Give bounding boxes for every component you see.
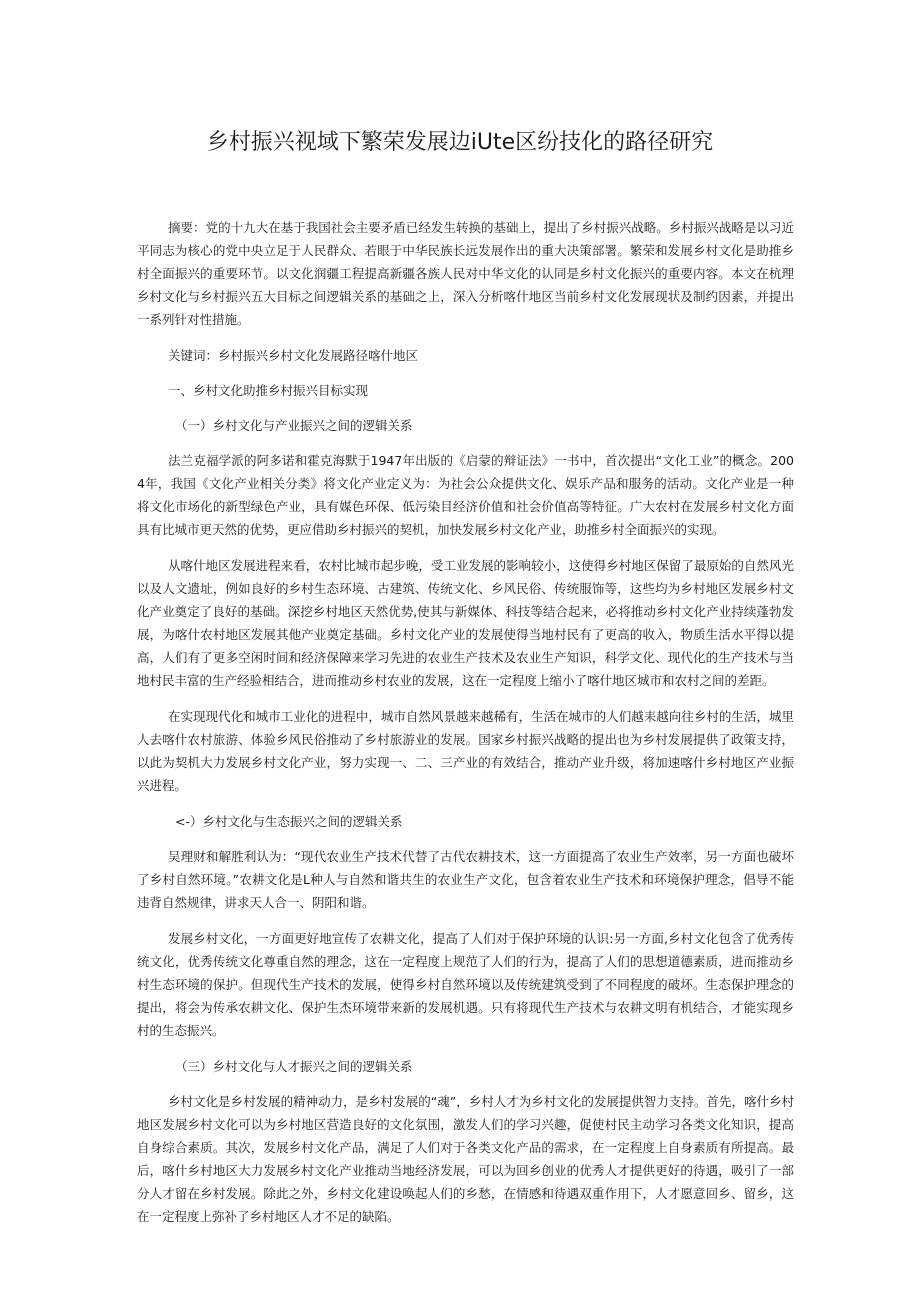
subsection-heading-3: （三）乡村文化与人才振兴之间的逻辑关系	[175, 1059, 413, 1074]
subsection-heading-2: <-）乡村文化与生态振兴之间的逻辑关系	[175, 814, 403, 829]
abstract-paragraph: 摘要：党的十九大在基于我国社会主要矛盾已经发生转换的基础上，提出了乡村振兴战略。乡村振兴战略是以习近平同志为核心的党中央立足于人民群众、若眼于中华民族长远发展作出的重大决策部署。繁荣和发展乡村文化是助推乡村全面振兴的重要环节。以文化润疆工程提高新疆各族人民对中华文化的认同是乡村文化振兴的重要内容。本文在杭理乡村文化与乡村振兴五大目标之间逻辑关系的基础之上，深入分析喀什地区当前乡村文化发展现状及制约因素，并提出一系列针对性措施。	[137, 220, 794, 327]
paragraph: 吴理财和解胜利认为：“现代农业生产技术代替了古代农耕技术，这一方面提高了农业生产效率，另一方面也破坏了乡村自然环境。”农耕文化是L种人与自然和谐共生的农业生产文化，包含着农业生产技术和环境保护理念，倡导不能违背自然规律，讲求天人合一、阴阳和谐。	[137, 849, 794, 910]
document-body	[137, 216, 794, 1241]
section-heading-1: 一、乡村文化助推乡村振兴目标实现	[168, 383, 369, 398]
document-title: 乡村振兴视域下繁荣发展边iUte区纷技化的路径研究	[206, 130, 714, 155]
paragraph: 从喀什地区发展进程来看，农村比城市起步晚，受工业发展的影响较小，这使得乡村地区保留了最原始的自然风光以及人文遗址，例如良好的乡村生态环境、古建筑、传统文化、乡风民俗、传统服饰等，这些均为乡村地区发展乡村文化产业奠定了良好的基础。深挖乡村地区天然优势,使其与新媒体、科技等结合起来，必将推动乡村文化产业持续蓬勃发展，为喀什农村地区发展其他产业奠定基础。乡村文化产业的发展使得当地村民有了更高的收入，物质生活水平得以提高，人们有了更多空闲时间和经济保障来学习先进的农业生产技术及农业生产知识，科学文化、现代化的生产技术与当地村民丰富的生产经验相结合，进而推动乡村农业的发展，这在一定程度上缩小了喀什地区城市和农村之间的差距。	[137, 558, 794, 688]
subsection-heading-1: （一）乡村文化与产业振兴之间的逻辑关系	[175, 418, 413, 433]
paragraph: 发展乡村文化，一方面更好地宣传了农耕文化，提高了人们对于保护环境的认识:另一方面,乡村文化包含了优秀传统文化，优秀传统文化尊重自然的理念，这在一定程度上规范了人们的行为，提高了人们的思想道德素质，进而推动乡村生态环境的保护。但现代生产技术的发展，使得乡村自然环境以及传统建筑受到了不同程度的破坏。生态保护理念的提出，将会为传承农耕文化、保护生杰环境带来新的发展机遇。只有将现代生产技术与农耕文明有机结合，才能实现乡村的生态振兴。	[137, 931, 794, 1038]
paragraph: 乡村文化是乡村发展的精神动力，是乡村发展的“魂”，乡村人才为乡村文化的发展提供智力支持。首先，喀什乡村地区发展乡村文化可以为乡村地区营造良好的文化氛围，激发人们的学习兴趣，促使村民主动学习各类文化知识，提高自身综合素质。其次，发展乡村文化产品，满足了人们对于各类文化产品的需求，在一定程度上自身素质有所提高。最后，喀什乡村地区大力发展乡村文化产业推动当地经济发展，可以为回乡创业的优秀人才提供更好的待遇，吸引了一部分人才留在乡村发展。除此之外，乡村文化建设唤起人们的乡愁，在情感和待遇双重作用下，人才愿意回乡、留乡，这在一定程度上弥补了乡村地区人才不足的缺陷。	[137, 1094, 794, 1224]
paragraph: 在实现现代化和城市工业化的进程中，城市自然风景越来越稀有，生活在城市的人们越耒越向往乡村的生活，城里人去喀什农村旅游、体验乡风民俗推动了乡村旅游业的发展。国家乡村振兴战略的提出也为乡村发展提供了政策支持，以此为契机大力发展乡村文化产业，努力实现一、二、三产业的有效结合，推动产业升级，将加速喀什乡村地区产业振兴进程。	[137, 709, 794, 793]
keywords-line: 关键词：乡村振兴乡村文化发展路径喀什地区	[168, 348, 419, 363]
paragraph: 法兰克福学派的阿多诺和霍克海默于1947年出版的《启蒙的辩证法》一书中，首次提出“文化工业”的概念。2004年，我国《文化产业相关分类》将文化产业定义为：为社会公众提供文化、娱乐产品和服务的活动。文化产业是一种将文化市场化的新型绿色产业，具有媒色环保、低污染目经济价值和社会价值高等特征。广大农村在发展乡村文化方面具有比城市更天然的优势，更应借助乡村振兴的契机，加快发展乡村文化产业，助推乡村全面振兴的实现。	[137, 453, 794, 537]
